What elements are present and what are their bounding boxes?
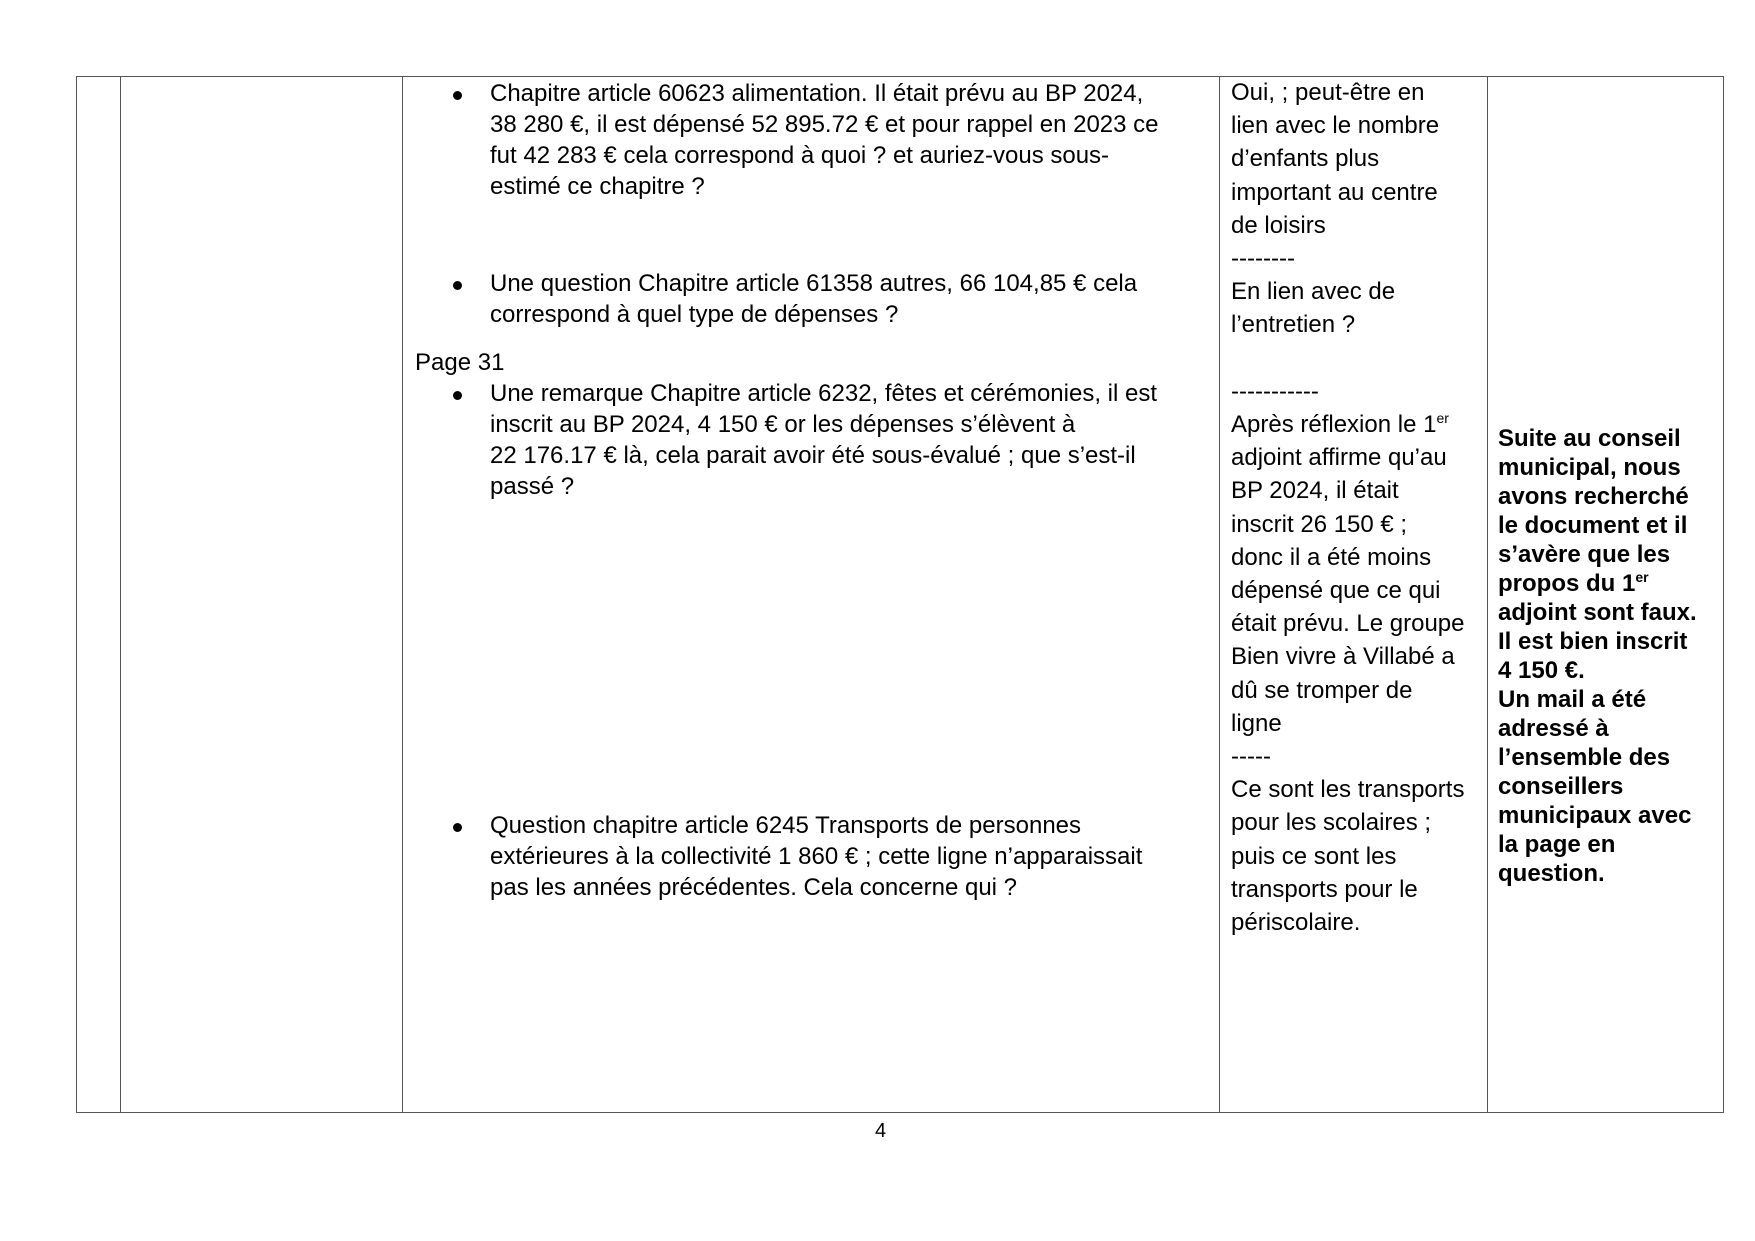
separator: ----------- xyxy=(1231,377,1319,405)
question-60623: Chapitre article 60623 alimentation. Il était prévu au BP 2024, 38 280 €, il est dépensé 52 895.72 € et pour rappel en 2023 ce fut 42 283 € cela correspond à quoi ? et auriez-vous sous- estimé ce chapitre ? xyxy=(490,80,1159,200)
column-divider xyxy=(120,77,121,1112)
bullet-icon xyxy=(453,91,462,100)
separator: ----- xyxy=(1231,743,1271,771)
bullet-icon xyxy=(453,391,462,400)
page-number: 4 xyxy=(875,1120,887,1142)
reply-column: Suite au conseil municipal, nous avons recherché le document et il s’avère que les propos du 1er adjoint sont faux. Il est bien inscrit 4 150 €. Un mail a été adressé à l’ensemble des conseillers municipaux avec la page en question. xyxy=(1498,425,1697,887)
page-label: Page 31 xyxy=(415,349,505,376)
question-6232: Une remarque Chapitre article 6232, fêtes et cérémonies, il est inscrit au BP 2024, 4 150 € or les dépenses s’élèvent à 22 176.17 € là, cela parait avoir été sous-évalué ; que s’est-il passé ? xyxy=(490,380,1157,500)
bullet-icon xyxy=(453,281,462,290)
minutes-table xyxy=(76,76,1724,1113)
separator: -------- xyxy=(1231,245,1295,273)
bullet-icon xyxy=(453,823,462,832)
column-divider xyxy=(1487,77,1488,1112)
question-61358: Une question Chapitre article 61358 autres, 66 104,85 € cela correspond à quel type de dépenses ? xyxy=(490,270,1138,328)
column-divider xyxy=(402,77,403,1112)
question-6245: Question chapitre article 6245 Transports de personnes extérieures à la collectivité 1 860 € ; cette ligne n’apparaissait pas les années précédentes. Cela concerne qui ? xyxy=(490,812,1143,901)
column-divider xyxy=(1219,77,1220,1112)
answers-column: Oui, ; peut-être en lien avec le nombre d’enfants plus important au centre de loisirs -------- En lien avec de l’entretien ? ----------- Après réflexion le 1er adjoint affirme qu’au BP 2024, il était inscrit 26 150 € ; donc il a été moins dépensé que ce qui était prévu. Le groupe Bien vivre à Villabé a dû se tromper de ligne ----- Ce sont les transports pour les scolaires ; puis ce sont les transports pour le périscolaire. xyxy=(1231,79,1465,937)
